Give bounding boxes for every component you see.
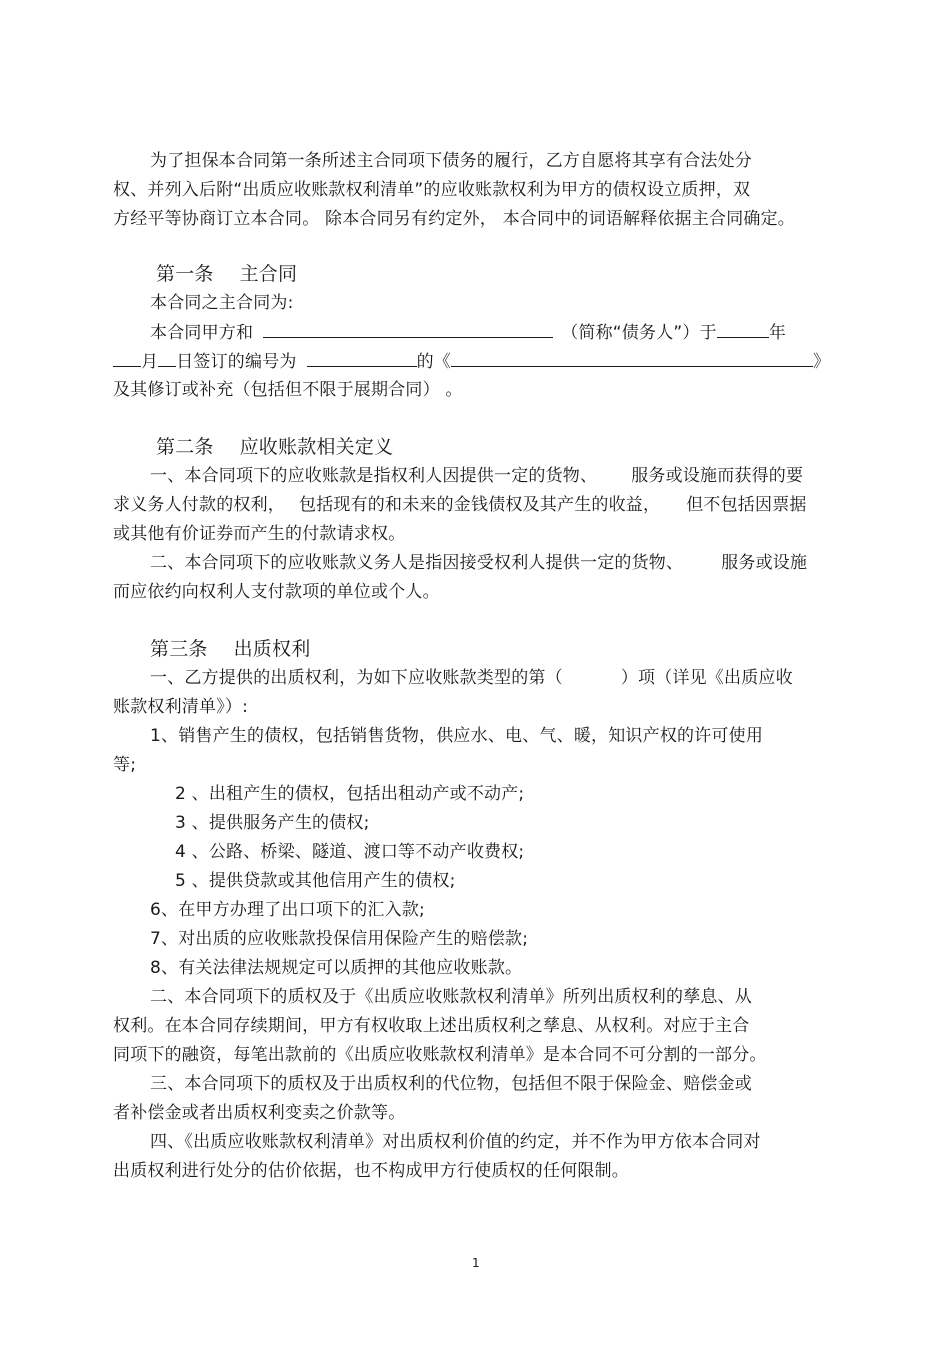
article-title: 应收账款相关定义 (239, 436, 394, 458)
preamble-line-3: 方经平等协商订立本合同。 除本合同另有约定外， 本合同中的词语解释依据主合同确定。 (113, 209, 796, 229)
article-3-p3-line-2: 者补偿金或者出质权利变卖之价款等。 (113, 1103, 406, 1123)
list-item-3: 3 、提供服务产生的债权; (175, 813, 370, 833)
contract-number-blank[interactable] (307, 350, 417, 367)
list-item-7: 7、对出质的应收账款投保信用保险产生的赔偿款; (150, 929, 529, 949)
article-3-p3-line-1: 三、本合同项下的质权及于出质权利的代位物，包括但不限于保险金、赔偿金或 (150, 1074, 752, 1094)
article-2-p1-line-2: 求义务人付款的权利， 包括现有的和未来的金钱债权及其产生的收益， 但不包括因票据 (113, 495, 807, 515)
list-item-4: 4 、公路、桥梁、隧道、渡口等不动产收费权; (175, 842, 525, 862)
article-3-p4-line-1: 四、《出质应收账款权利清单》对出质权利价值的约定，并不作为甲方依本合同对 (150, 1132, 761, 1152)
article-2-p2-line-1: 二、本合同项下的应收账款义务人是指因接受权利人提供一定的货物、 服务或设施 (150, 553, 808, 573)
article-3-p1-line-1: 一、乙方提供的出质权利，为如下应收账款类型的第（ ）项（详见《出质应收 (150, 668, 793, 688)
article-3-p2-line-2: 权利。在本合同存续期间，甲方有权收取上述出质权利之孳息、从权利。对应于主合 (113, 1016, 750, 1036)
list-item-5: 5 、提供贷款或其他信用产生的债权; (175, 871, 456, 891)
contract-name-blank[interactable] (451, 350, 813, 367)
page-number: 1 (472, 1256, 480, 1270)
article-1-line-4: 及其修订或补充（包括但不限于展期合同） 。 (113, 380, 463, 400)
article-3-p4-line-2: 出质权利进行处分的估价依据，也不构成甲方行使质权的任何限制。 (113, 1161, 629, 1181)
article-1-line-3: 月 日签订的编号为 的《 》 (113, 350, 830, 373)
list-item-6: 6、在甲方办理了出口项下的汇入款; (150, 900, 425, 920)
article-number: 第三条 (150, 638, 208, 660)
list-item-1-line-1: 1、销售产生的债权，包括销售货物，供应水、电、气、暖，知识产权的许可使用 (150, 726, 764, 746)
article-3-p2-line-3: 同项下的融资，每笔出款前的《出质应收账款权利清单》是本合同不可分割的一部分。 (113, 1045, 767, 1065)
article-3-p1-line-2: 账款权利清单》）: (113, 697, 249, 717)
article-2-p1-line-1: 一、本合同项下的应收账款是指权利人因提供一定的货物、 服务或设施而获得的要 (150, 466, 804, 486)
article-title: 主合同 (239, 263, 298, 285)
article-1-heading (156, 262, 297, 286)
preamble-line-1: 为了担保本合同第一条所述主合同项下债务的履行，乙方自愿将其享有合法处分 (150, 151, 752, 171)
day-blank[interactable] (158, 350, 176, 367)
article-1-line-1: 本合同之主合同为: (150, 293, 294, 313)
creditor-name-blank[interactable] (263, 321, 553, 338)
list-item-1-line-2: 等; (113, 755, 137, 775)
list-item-8: 8、有关法律法规规定可以质押的其他应收账款。 (150, 958, 523, 978)
article-title: 出质权利 (233, 638, 311, 660)
article-3-p2-line-1: 二、本合同项下的质权及于《出质应收账款权利清单》所列出质权利的孳息、从 (150, 987, 752, 1007)
article-2-p2-line-2: 而应依约向权利人支付款项的单位或个人。 (113, 582, 440, 602)
month-blank[interactable] (113, 350, 141, 367)
year-blank[interactable] (717, 321, 769, 338)
article-2-heading (156, 435, 393, 459)
article-3-heading (150, 637, 310, 661)
article-2-p1-line-3: 或其他有价证券而产生的付款请求权。 (113, 524, 406, 544)
article-1-line-2: 本合同甲方和 （简称“债务人”）于 年 (150, 323, 787, 343)
article-number: 第二条 (156, 436, 214, 458)
preamble-line-2: 权、并列入后附“出质应收账款权利清单”的应收账款权利为甲方的债权设立质押，双 (113, 180, 751, 200)
list-item-2: 2 、出租产生的债权，包括出租动产或不动产; (175, 784, 525, 804)
article-number: 第一条 (156, 263, 214, 285)
